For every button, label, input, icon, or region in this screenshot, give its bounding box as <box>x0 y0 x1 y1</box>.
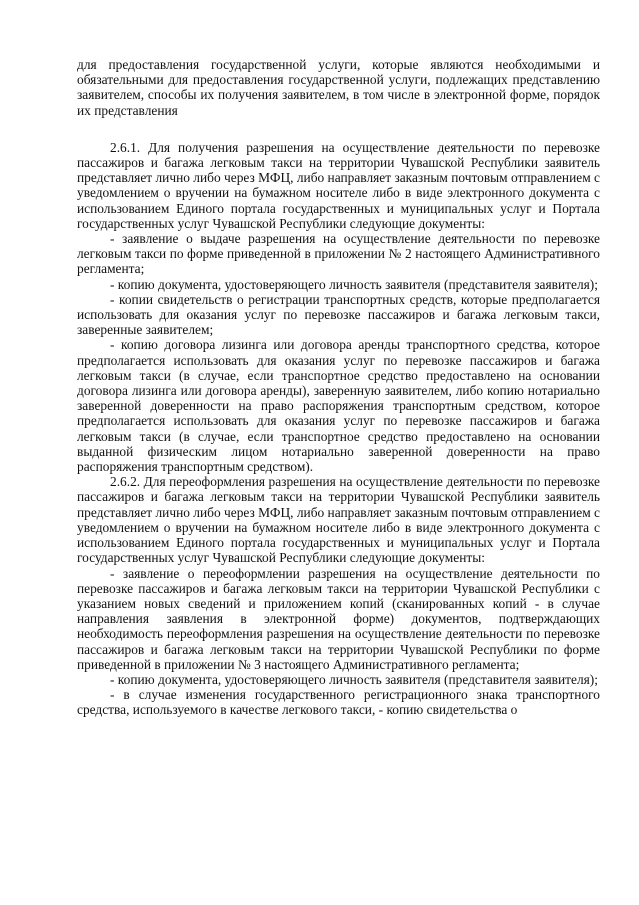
paragraph-gap <box>77 118 600 140</box>
section-2-6-2-item-3: - в случае изменения государственного регистрационного знака транспортного средства, используемого в качестве легкового такси, - копию свидетельства о <box>77 687 600 718</box>
section-2-6-2-item-2: - копию документа, удостоверяющего личность заявителя (представителя заявителя); <box>110 671 598 687</box>
section-2-6-1-item-4: - копию договора лизинга или договора аренды транспортного средства, которое предполагается использовать для оказания услуг по перевозке пассажиров и багажа легковым такси (в случае, если транспортное средство предоставлено на основании договора лизинга или договора аренды), заверенную заявителем, либо копию нотариально заверенной доверенности на право распоряжения транспортным средством, которое предполагается использовать для оказания услуг по перевозке пассажиров и багажа легковым такси (в случае, если транспортное средство предоставлено на основании выданной физическим лицом нотариально заверенной доверенности на право распоряжения транспортным средством). <box>77 337 600 475</box>
section-2-6-1-item-3: - копии свидетельств о регистрации транспортных средств, которые предполагается использовать для оказания услуг по перевозке пассажиров и багажа легковым такси, заверенные заявителем; <box>77 291 600 338</box>
document-page <box>77 57 600 718</box>
section-2-6-1-item-1: - заявление о выдаче разрешения на осуществление деятельности по перевозке легковым такси по форме приведенной в приложении № 2 настоящего Административного регламента; <box>77 231 600 277</box>
header-paragraph: для предоставления государственной услуги, которые являются необходимыми и обязательными для предоставления государственной услуги, подлежащих представлению заявителем, способы их получения заявителем, в том числе в электронной форме, порядок их представления <box>77 57 600 118</box>
section-2-6-2-item-1: - заявление о переоформлении разрешения на осуществление деятельности по перевозке пассажиров и багажа легковым такси на территории Чувашской Республики с указанием новых сведений и приложением копий (сканированных копий - в случае направления заявления в электронной форме) документов, подтверждающих необходимость переоформления разрешения на осуществление деятельности по перевозке пассажиров и багажа легковым такси на территории Чувашской Республики по форме приведенной в приложении № 3 настоящего Административного регламента; <box>77 565 600 672</box>
section-2-6-1-intro: 2.6.1. Для получения разрешения на осуществление деятельности по перевозке пассажиров и багажа легковым такси на территории Чувашской Республики заявитель представляет лично либо через МФЦ, либо направляет заказным почтовым отправлением с уведомлением о вручении на бумажном носителе либо в виде электронного документа с использованием Единого портала государственных и муниципальных услуг и Портала государственных услуг Чувашской Республики следующие документы: <box>77 139 600 231</box>
section-2-6-1-item-2: - копию документа, удостоверяющего личность заявителя (представителя заявителя); <box>110 276 598 292</box>
section-2-6-2-intro: 2.6.2. Для переоформления разрешения на осуществление деятельности по перевозке пассажиров и багажа легковым такси на территории Чувашской Республики заявитель представляет лично либо через МФЦ, либо направляет заказным почтовым отправлением с уведомлением о вручении на бумажном носителе либо в виде электронного документа с использованием Единого портала государственных и муниципальных услуг и Портала государственных услуг Чувашской Республики следующие документы: <box>77 474 600 566</box>
